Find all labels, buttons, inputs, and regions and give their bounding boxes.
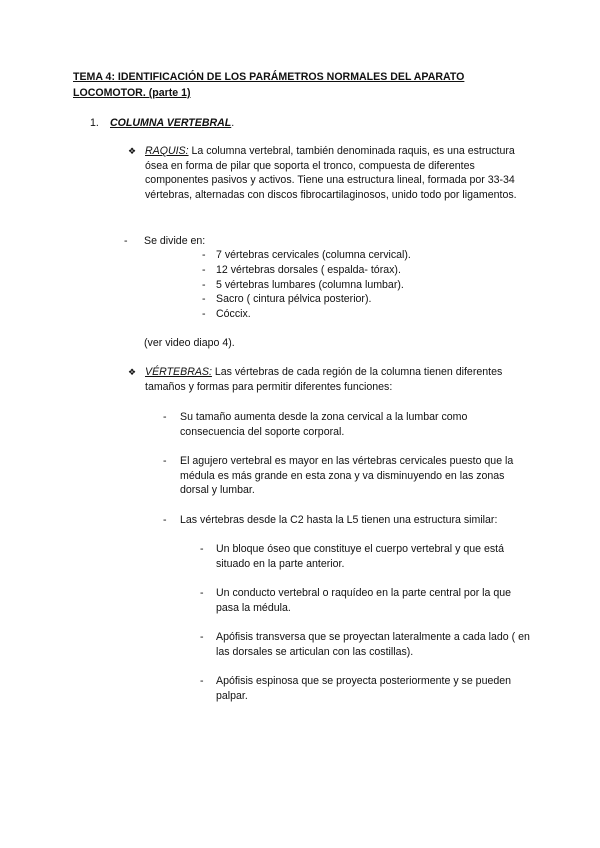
sub-dash: - [200, 631, 204, 643]
title-line-2: LOCOMOTOR. (parte 1) [73, 87, 191, 99]
vertebra-point: Las vértebras desde la C2 hasta la L5 tienen una estructura similar: [180, 514, 498, 526]
divide-label: Se divide en: [144, 235, 206, 247]
section-label: COLUMNA VERTEBRAL [110, 117, 232, 129]
point-dash: - [163, 514, 167, 526]
division-item: 5 vértebras lumbares (columna lumbar). [216, 279, 404, 291]
point-dash: - [163, 411, 167, 423]
division-item: Cóccix. [216, 308, 251, 320]
structure-item: Un bloque óseo que constituye el cuerpo vertebral y que está situado en la parte anterior. [216, 543, 504, 570]
vertebra-point: Su tamaño aumenta desde la zona cervical a la lumbar como consecuencia del soporte corporal. [180, 411, 468, 438]
page-title [73, 69, 543, 101]
raquis-text: La columna vertebral, también denominada raquis, es una estructura ósea en forma de pilar que soporta el tronco, compuesta de diferentes componentes pasivos y activos. Tiene una estructura lineal, formada por 33-34 vértebras, alternadas con discos fibrocartilaginosos, unido todo por ligamentos. [145, 145, 517, 201]
raquis-paragraph [145, 144, 525, 202]
title-line-1: TEMA 4: IDENTIFICACIÓN DE LOS PARÁMETROS NORMALES DEL APARATO [73, 71, 465, 83]
division-item: 12 vértebras dorsales ( espalda- tórax). [216, 264, 401, 276]
list-dash: - [202, 249, 206, 261]
structure-item: Apófisis transversa que se proyectan lateralmente a cada lado ( en las dorsales se articulan con las costillas). [216, 631, 530, 658]
point-dash: - [163, 455, 167, 467]
section-heading [90, 116, 234, 131]
vertebras-text: Las vértebras de cada región de la columna tienen diferentes tamaños y formas para permitir diferentes funciones: [145, 366, 503, 393]
list-dash: - [202, 293, 206, 305]
vertebras-paragraph [145, 365, 530, 394]
sub-dash: - [200, 675, 204, 687]
division-item: Sacro ( cintura pélvica posterior). [216, 293, 372, 305]
divide-dash: - [124, 235, 128, 247]
vertebras-term: VÉRTEBRAS: [145, 366, 212, 378]
diamond-bullet-icon: ❖ [128, 146, 137, 156]
list-dash: - [202, 308, 206, 320]
sub-dash: - [200, 587, 204, 599]
diamond-bullet-icon: ❖ [128, 367, 137, 377]
vertebra-point: El agujero vertebral es mayor en las vértebras cervicales puesto que la médula es más grande en esta zona y va disminuyendo en las zonas dorsal y lumbar. [180, 455, 514, 497]
list-dash: - [202, 279, 206, 291]
list-dash: - [202, 264, 206, 276]
sub-dash: - [200, 543, 204, 555]
structure-item: Apófisis espinosa que se proyecta posteriormente y se pueden palpar. [216, 675, 512, 702]
structure-item: Un conducto vertebral o raquídeo en la parte central por la que pasa la médula. [216, 587, 512, 614]
division-item: 7 vértebras cervicales (columna cervical). [216, 249, 411, 261]
video-note: (ver video diapo 4). [144, 337, 235, 349]
section-number: 1. [90, 117, 99, 129]
section-label-trail: . [231, 117, 235, 129]
raquis-term: RAQUIS: [145, 145, 189, 157]
